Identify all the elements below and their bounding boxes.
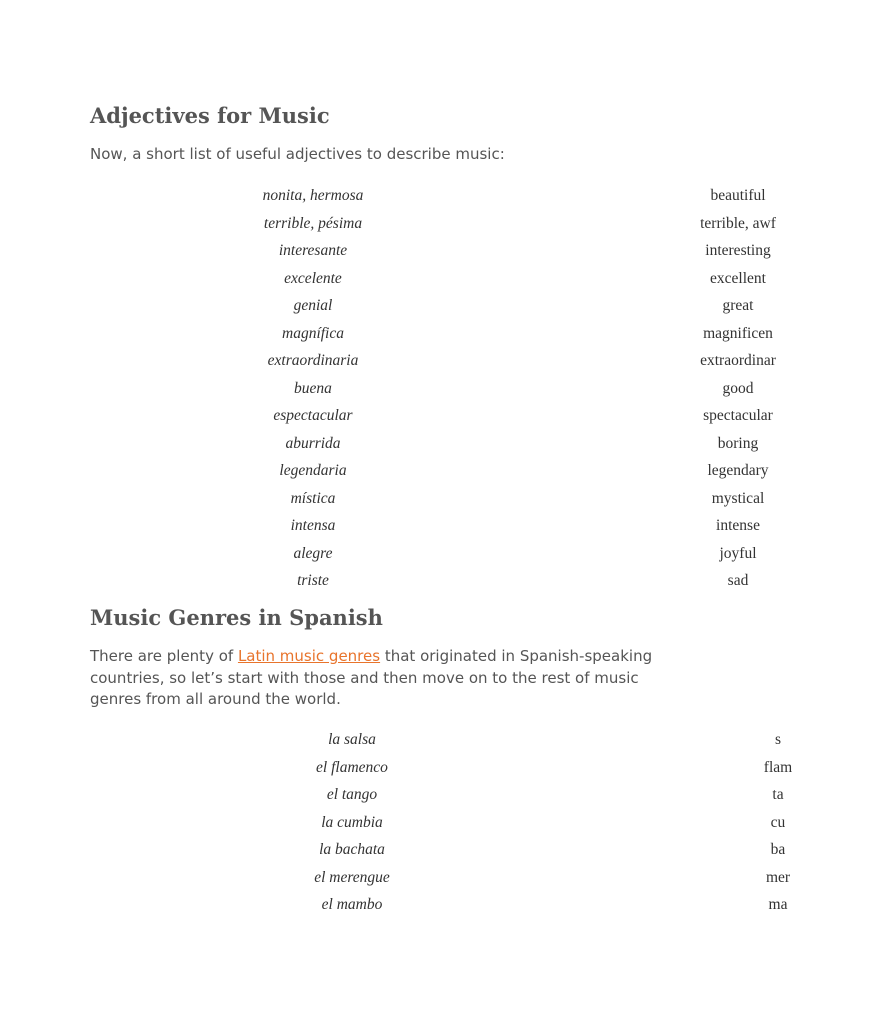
vocab-row	[0, 756, 793, 784]
english-term: mystical	[711, 489, 765, 507]
vocab-row	[0, 487, 768, 515]
spanish-term: intensa	[290, 517, 336, 534]
vocab-row	[0, 728, 782, 756]
genres-heading: Music Genres in Spanish	[90, 605, 383, 630]
spanish-term: nonita, hermosa	[262, 187, 364, 204]
genres-table	[0, 728, 793, 921]
spanish-term: el flamenco	[316, 758, 388, 776]
vocab-row	[0, 349, 776, 377]
english-term: magnificen	[703, 324, 773, 342]
vocab-row	[0, 212, 776, 240]
english-term: excellent	[710, 269, 766, 287]
spanish-term: legendaria	[279, 462, 347, 479]
spanish-term: genial	[293, 297, 333, 314]
vocab-row	[0, 514, 768, 542]
spanish-term: espectacular	[273, 407, 353, 424]
latin-music-genres-link[interactable]: Latin music genres	[237, 647, 381, 665]
vocab-row	[0, 838, 786, 866]
english-term: joyful	[719, 544, 757, 562]
spanish-term: interesante	[278, 242, 348, 259]
adjectives-heading: Adjectives for Music	[90, 103, 330, 128]
english-term: cu	[770, 813, 786, 831]
vocab-row	[0, 294, 768, 322]
spanish-term: buena	[294, 379, 332, 397]
vocab-row	[0, 184, 768, 212]
spanish-term: excelente	[284, 269, 342, 287]
genres-intro-text: that originated in Spanish-speaking countries, so let’s start with those and then move on to the rest of music genres from all around the world.	[90, 647, 653, 708]
spanish-term: el merengue	[314, 868, 390, 886]
vocab-row	[0, 811, 786, 839]
english-term: mer	[765, 868, 791, 886]
english-term: beautiful	[710, 187, 766, 204]
english-term: spectacular	[703, 407, 773, 424]
vocab-row	[0, 459, 768, 487]
spanish-term: la salsa	[328, 731, 376, 748]
english-term: interesting	[705, 242, 771, 259]
spanish-term: el mambo	[321, 896, 383, 913]
english-term: s	[774, 731, 782, 748]
spanish-term: terrible, pésima	[263, 214, 363, 232]
spanish-term: mística	[290, 489, 336, 507]
vocab-row	[0, 404, 773, 432]
spanish-term: extraordinaria	[267, 352, 359, 369]
spanish-term: la bachata	[319, 841, 385, 858]
spanish-term: magnífica	[282, 324, 344, 342]
vocab-row	[0, 377, 768, 405]
adjectives-table	[0, 184, 776, 597]
adjectives-intro: Now, a short list of useful adjectives to describe music:	[90, 145, 505, 163]
english-term: legendary	[707, 462, 769, 479]
english-term: ta	[772, 786, 784, 803]
vocab-row	[0, 542, 768, 570]
english-term: great	[722, 297, 754, 314]
spanish-term: la cumbia	[321, 813, 383, 831]
vocab-row	[0, 893, 788, 921]
english-term: extraordinar	[700, 352, 776, 369]
spanish-term: aburrida	[285, 434, 341, 452]
spanish-term: el tango	[326, 786, 378, 803]
genres-intro	[90, 646, 660, 711]
english-term: terrible, awf	[700, 214, 776, 232]
english-term: good	[722, 379, 754, 397]
english-term: flam	[763, 758, 793, 776]
spanish-term: alegre	[293, 544, 333, 562]
english-term: ba	[770, 841, 786, 858]
english-term: ma	[768, 896, 788, 913]
english-term: boring	[717, 434, 759, 452]
genres-intro-text: There are plenty of	[90, 647, 238, 665]
vocab-row	[0, 322, 773, 350]
vocab-row	[0, 267, 768, 295]
english-term: intense	[716, 517, 760, 534]
vocab-row	[0, 432, 768, 460]
vocab-row	[0, 783, 784, 811]
vocab-row	[0, 569, 768, 597]
spanish-term: triste	[297, 572, 329, 589]
english-term: sad	[727, 572, 749, 589]
vocab-row	[0, 866, 791, 894]
vocab-row	[0, 239, 771, 267]
